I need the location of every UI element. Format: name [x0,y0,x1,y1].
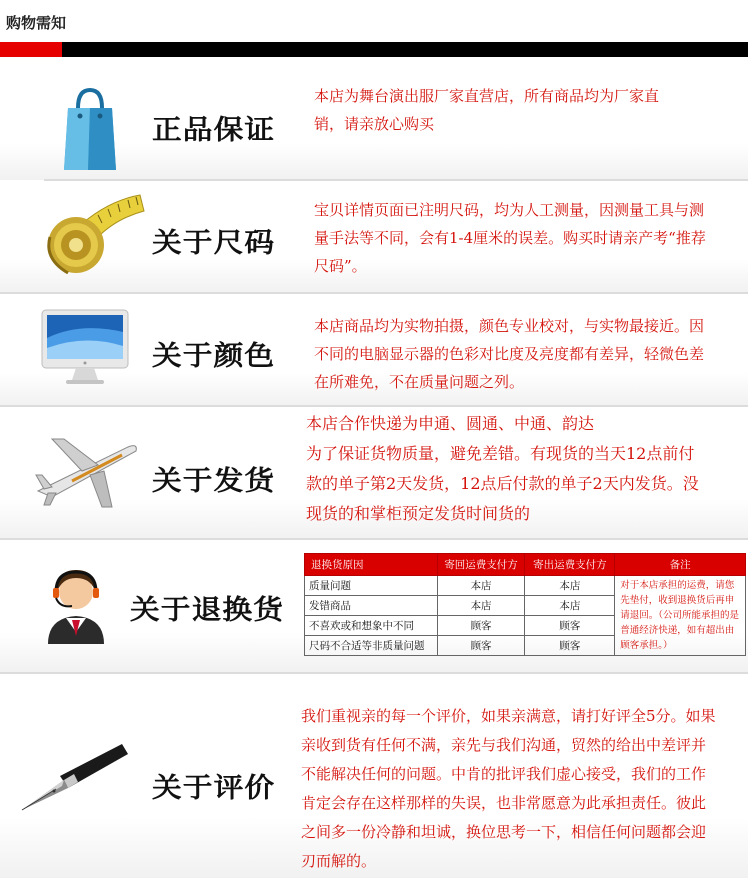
table-header-cell: 退换货原因 [305,554,438,576]
table-cell: 顾客 [437,636,525,656]
computer-monitor-icon [40,308,130,388]
table-header-cell: 备注 [615,554,746,576]
table-cell: 质量问题 [305,576,438,596]
table-cell: 顾客 [437,616,525,636]
section-heading: 关于评价 [152,773,276,804]
table-cell: 发错商品 [305,596,438,616]
section-heading: 关于尺码 [152,228,276,259]
section-authenticity [0,58,748,180]
table-note: 对于本店承担的运费，请您先垫付，收到退换货后再申请退回。（公司所能承担的是普通经济快递，如有超出由顾客承担。） [615,576,746,656]
header-accent-bar [0,42,62,57]
section-heading: 正品保证 [152,115,276,146]
customer-service-icon [44,562,108,644]
table-header-cell: 寄出运费支付方 [525,554,615,576]
section-heading: 关于颜色 [152,341,276,372]
section-returns [0,540,748,672]
section-size [0,181,748,293]
fountain-pen-icon [16,744,128,816]
section-description: 宝贝详情页面已注明尺码，均为人工测量，因测量工具与测 量手法等不同，会有1-4厘米的误差。购买时请亲产考“推荐 尺码”。 [314,201,706,275]
shopping-bag-icon [60,86,120,172]
section-color [0,294,748,406]
table-cell: 不喜欢或和想象中不同 [305,616,438,636]
airplane-icon [32,431,142,511]
section-heading: 关于发货 [152,466,276,497]
tape-measure-icon [36,189,146,279]
page-title: 购物需知 [6,14,67,32]
table-cell: 顾客 [525,616,615,636]
table-row [305,576,746,596]
table-cell: 尺码不合适等非质量问题 [305,636,438,656]
section-description: 本店商品均为实物拍摄，颜色专业校对，与实物最接近。因 不同的电脑显示器的色彩对比度及亮度都有差异，轻微色差 在所难免，不在质量问题之列。 [314,317,705,391]
section-reviews [0,674,748,878]
table-cell: 本店 [437,596,525,616]
table-cell: 本店 [525,596,615,616]
returns-table [304,553,746,656]
section-description: 本店合作快递为申通、圆通、中通、韵达 为了保证货物质量，避免差错。有现货的当天12点前付 款的单子第2天发货，12点后付款的单子2天内发货。没 现货的和掌柜预定发货时间货的 [306,414,699,523]
table-header-cell: 寄回运费支付方 [437,554,525,576]
section-description: 本店为舞台演出服厂家直营店，所有商品均为厂家直 销，请亲放心购买 [314,87,660,133]
table-header-row [305,554,746,576]
header-bar [62,42,748,57]
table-cell: 本店 [525,576,615,596]
section-heading: 关于退换货 [130,595,284,626]
table-cell: 本店 [437,576,525,596]
table-cell: 顾客 [525,636,615,656]
page-header [0,0,748,58]
section-description: 我们重视亲的每一个评价，如果亲满意，请打好评全5分。如果 亲收到货有任何不满，亲先与我们沟通，贸然的给出中差评并 不能解决任何的问题。中肯的批评我们虚心接受，我们的工作 肯定会存在这样那样的失误，也非常愿意为此承担责任。彼此 之间多一份冷静和坦诚，换位思考一下，相信任何问题都会迎 刃而解的。 [301,707,716,870]
section-shipping [0,407,748,539]
